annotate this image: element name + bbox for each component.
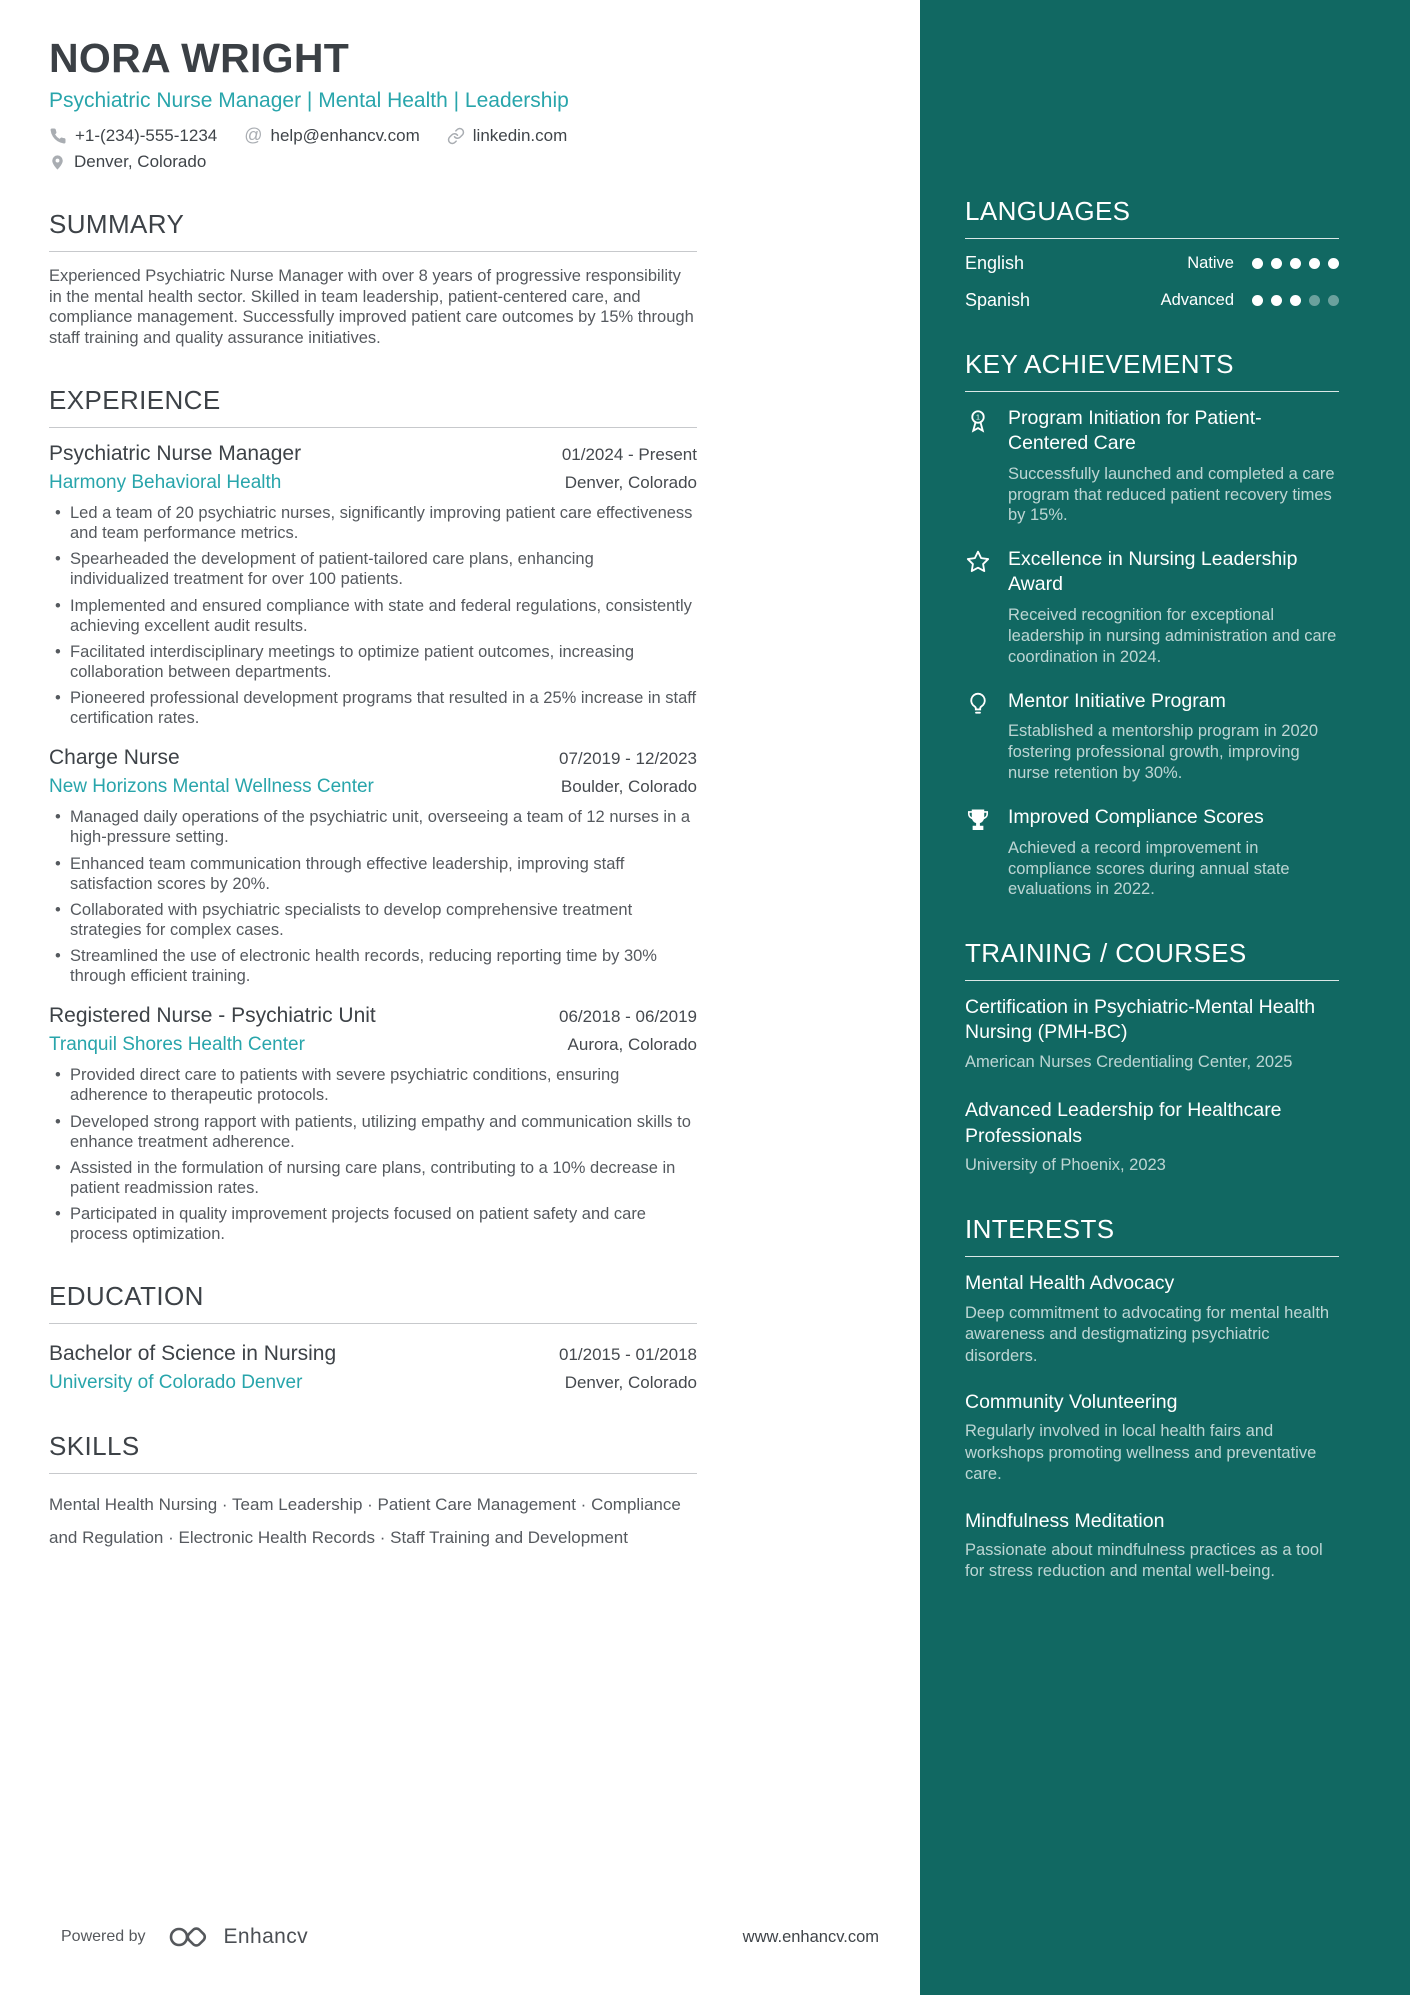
education-dates: 01/2015 - 01/2018 [558, 1345, 697, 1365]
education-heading: EDUCATION [49, 1281, 697, 1324]
job-location: Boulder, Colorado [560, 777, 697, 797]
degree-title: Bachelor of Science in Nursing [49, 1342, 337, 1366]
interest-title: Mental Health Advocacy [965, 1272, 1175, 1295]
page-footer [61, 1923, 879, 1951]
phone-icon [49, 127, 67, 145]
location-contact [49, 152, 206, 172]
interests-list [965, 1271, 1339, 1583]
trophy-icon [965, 805, 992, 900]
languages-heading: LANGUAGES [965, 196, 1339, 239]
candidate-name: NORA WRIGHT [49, 35, 350, 81]
job-dates: 01/2024 - Present [561, 445, 697, 465]
course-provider: University of Phoenix, 2023 [965, 1155, 1166, 1174]
experience-entries [49, 442, 697, 1244]
language-level: Native [1187, 254, 1234, 272]
sidebar [920, 0, 1410, 1995]
achievement-title: Program Initiation for Patient-Centered Care [1008, 407, 1262, 454]
training-section [965, 938, 1339, 1176]
job-bullets [49, 1065, 697, 1244]
job-bullet: • Spearheaded the development of patient-tailored care plans, enhancing individualized treatment for over 100 patients. [49, 549, 697, 589]
phone-contact [49, 126, 217, 146]
languages-section [965, 196, 1339, 311]
linkedin-contact[interactable] [447, 126, 568, 146]
job-location: Aurora, Colorado [567, 1035, 697, 1055]
website-url[interactable]: www.enhancv.com [742, 1927, 879, 1946]
language-row [965, 290, 1339, 311]
company-name[interactable]: Tranquil Shores Health Center [49, 1034, 305, 1056]
languages-list [965, 253, 1339, 311]
enhancv-logo-icon [168, 1923, 210, 1951]
proficiency-dot [1271, 295, 1282, 306]
skills-list: Mental Health Nursing · Team Leadership · Patient Care Management · Compliance and Regulation · Electronic Health Records · Staff Training and Development [49, 1495, 681, 1548]
proficiency-dot [1252, 258, 1263, 269]
course-title: Certification in Psychiatric-Mental Health Nursing (PMH-BC) [965, 996, 1316, 1044]
summary-heading: SUMMARY [49, 209, 697, 252]
job-bullet: • Enhanced team communication through effective leadership, improving staff satisfaction scores by 20%. [49, 854, 697, 894]
interest-item [965, 1390, 1339, 1486]
training-heading: TRAINING / COURSES [965, 938, 1339, 981]
language-name: Spanish [965, 290, 1031, 310]
proficiency-dot [1252, 295, 1263, 306]
experience-entry [49, 746, 697, 986]
interest-item [965, 1271, 1339, 1367]
email-address[interactable]: help@enhancv.com [270, 125, 420, 145]
skills-heading: SKILLS [49, 1431, 697, 1474]
achievement-item [965, 547, 1339, 667]
job-bullet: • Collaborated with psychiatric specialists to develop comprehensive treatment strategies for complex cases. [49, 900, 697, 940]
language-name: English [965, 253, 1025, 273]
location-row [49, 152, 697, 172]
experience-entry [49, 1004, 697, 1244]
powered-by-label: Powered by [61, 1928, 146, 1945]
summary-text: Experienced Psychiatric Nurse Manager with over 8 years of progressive responsibility in the mental health sector. Skilled in team leadership, patient-centered care, and compliance management. Successfully improved patient care outcomes by 15% through staff training and quality assurance initiatives. [49, 267, 694, 347]
job-dates: 06/2018 - 06/2019 [558, 1007, 697, 1027]
job-bullets [49, 807, 697, 986]
company-name[interactable]: Harmony Behavioral Health [49, 472, 282, 494]
proficiency-dots [1252, 295, 1339, 306]
email-contact[interactable] [244, 125, 420, 146]
course-title: Advanced Leadership for Healthcare Professionals [965, 1099, 1282, 1147]
interest-description: Deep commitment to advocating for mental health awareness and destigmatizing psychiatric disorders. [965, 1303, 1330, 1365]
proficiency-dot [1271, 258, 1282, 269]
medal-icon [965, 406, 992, 526]
proficiency-dot [1328, 258, 1339, 269]
job-dates: 07/2019 - 12/2023 [558, 749, 697, 769]
job-bullet: • Managed daily operations of the psychiatric unit, overseeing a team of 12 nurses in a high-pressure setting. [49, 807, 697, 847]
job-title: Psychiatric Nurse Manager [49, 442, 302, 466]
job-title: Registered Nurse - Psychiatric Unit [49, 1004, 376, 1028]
language-level: Advanced [1160, 291, 1234, 309]
headline: Psychiatric Nurse Manager | Mental Health | Leadership [49, 88, 569, 112]
interests-heading: INTERESTS [965, 1214, 1339, 1257]
achievements-list [965, 406, 1339, 900]
job-location: Denver, Colorado [564, 473, 697, 493]
job-bullet: • Participated in quality improvement projects focused on patient safety and care process optimization. [49, 1204, 697, 1244]
course-provider: American Nurses Credentialing Center, 2025 [965, 1052, 1293, 1071]
job-bullet: • Assisted in the formulation of nursing care plans, contributing to a 10% decrease in patient readmission rates. [49, 1158, 697, 1198]
job-bullets [49, 503, 697, 728]
brand-name: Enhancv [223, 1925, 309, 1948]
interest-item [965, 1509, 1339, 1583]
proficiency-dot [1290, 295, 1301, 306]
achievements-heading: KEY ACHIEVEMENTS [965, 349, 1339, 392]
svg-text:1: 1 [975, 412, 981, 422]
proficiency-dot [1328, 295, 1339, 306]
interest-title: Community Volunteering [965, 1391, 1178, 1413]
interests-section [965, 1214, 1339, 1583]
achievement-item [965, 805, 1339, 900]
job-title: Charge Nurse [49, 746, 180, 770]
powered-by [61, 1923, 308, 1951]
interest-title: Mindfulness Meditation [965, 1509, 1165, 1532]
achievement-item [965, 689, 1339, 784]
achievement-title: Improved Compliance Scores [1008, 805, 1264, 828]
linkedin-url[interactable]: linkedin.com [472, 125, 568, 145]
company-name[interactable]: New Horizons Mental Wellness Center [49, 776, 374, 798]
achievement-item [965, 406, 1339, 526]
proficiency-dot [1309, 258, 1320, 269]
link-icon [447, 127, 465, 145]
interest-description: Regularly involved in local health fairs and workshops promoting wellness and preventative care. [965, 1422, 1317, 1484]
contact-row [49, 125, 697, 146]
job-bullet: • Pioneered professional development programs that resulted in a 25% increase in staff certification rates. [49, 688, 697, 728]
star-icon [965, 547, 992, 667]
at-icon: @ [244, 125, 263, 146]
job-bullet: • Developed strong rapport with patients, utilizing empathy and communication skills to enhance treatment adherence. [49, 1112, 697, 1152]
job-bullet: • Streamlined the use of electronic health records, reducing reporting time by 30% through efficient training. [49, 946, 697, 986]
achievement-title: Excellence in Nursing Leadership Award [1008, 548, 1298, 596]
education-entry [49, 1342, 697, 1394]
school-name[interactable]: University of Colorado Denver [49, 1372, 303, 1394]
location-pin-icon [49, 153, 66, 172]
course-item [965, 995, 1339, 1073]
resume-header [49, 36, 697, 172]
education-location: Denver, Colorado [564, 1373, 697, 1393]
proficiency-dot [1290, 258, 1301, 269]
education-section [49, 1281, 697, 1394]
job-bullet: • Provided direct care to patients with severe psychiatric conditions, ensuring adherence to therapeutic protocols. [49, 1065, 697, 1105]
job-bullet: • Led a team of 20 psychiatric nurses, significantly improving patient care effectiveness and team performance metrics. [49, 503, 697, 543]
interest-description: Passionate about mindfulness practices as a tool for stress reduction and mental well-being. [965, 1541, 1323, 1581]
achievements-section [965, 349, 1339, 900]
job-bullet: • Facilitated interdisciplinary meetings to optimize patient outcomes, increasing collaboration between departments. [49, 642, 697, 682]
achievement-title: Mentor Initiative Program [1008, 689, 1226, 712]
location-text: Denver, Colorado [74, 152, 207, 172]
achievement-description: Received recognition for exceptional leadership in nursing administration and care coordination in 2024. [1008, 606, 1337, 666]
lightbulb-icon [965, 689, 992, 784]
job-bullet: • Implemented and ensured compliance with state and federal regulations, consistently achieving excellent audit results. [49, 596, 697, 636]
courses-list [965, 995, 1339, 1176]
language-row [965, 253, 1339, 274]
experience-entry [49, 442, 697, 728]
proficiency-dot [1309, 295, 1320, 306]
proficiency-dots [1252, 258, 1339, 269]
experience-section [49, 385, 697, 1244]
achievement-description: Achieved a record improvement in compliance scores during annual state evaluations in 2022. [1008, 838, 1290, 899]
course-item [965, 1098, 1339, 1176]
achievement-description: Established a mentorship program in 2020 fostering professional growth, improving nurse retention by 30%. [1008, 722, 1319, 783]
skills-section [49, 1431, 697, 1554]
phone-number: +1-(234)-555-1234 [75, 125, 218, 145]
experience-heading: EXPERIENCE [49, 385, 697, 428]
achievement-description: Successfully launched and completed a care program that reduced patient recovery times by 15%. [1008, 464, 1335, 525]
summary-section [49, 209, 697, 348]
